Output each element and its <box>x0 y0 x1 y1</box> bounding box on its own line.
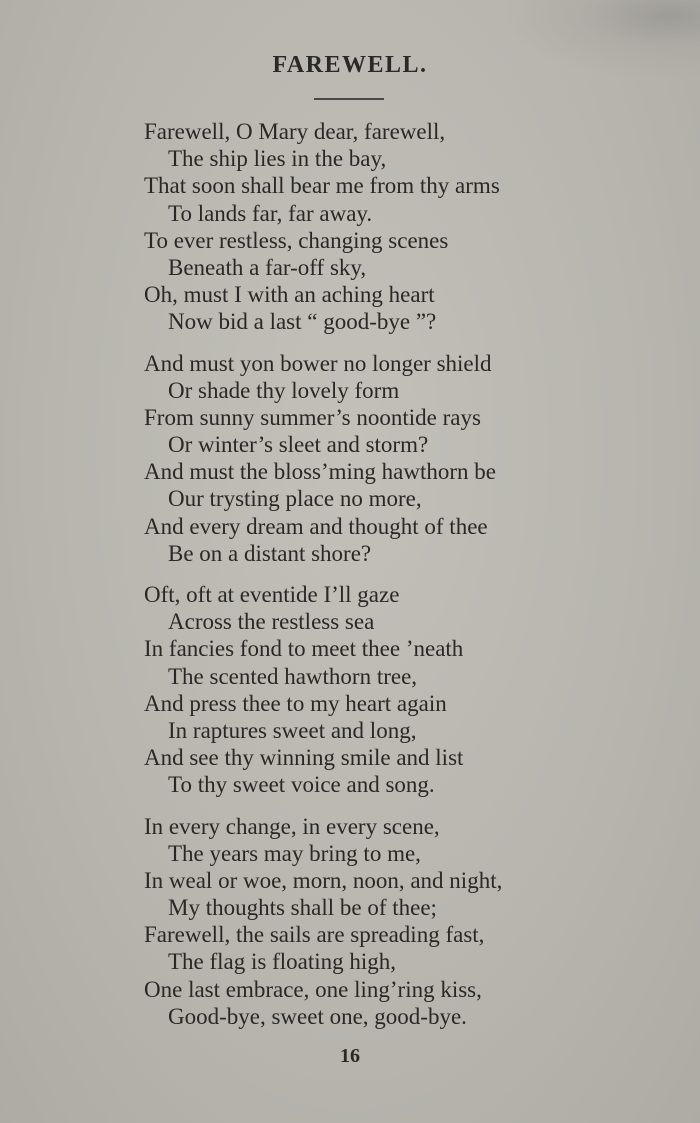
poem-line: Oh, must I with an aching heart <box>144 282 435 308</box>
poem-line: And see thy winning smile and list <box>144 745 464 771</box>
poem-line: One last embrace, one ling’ring kiss, <box>144 976 482 1002</box>
poem-line: And press thee to my heart again <box>144 690 447 716</box>
poem-line: Farewell, the sails are spreading fast, <box>144 922 485 948</box>
poem-line: Be on a distant shore? <box>168 540 372 566</box>
stanza <box>144 813 624 1031</box>
poem-line: Oft, oft at eventide I’ll gaze <box>144 582 400 607</box>
stanza <box>144 581 624 799</box>
poem-line: The ship lies in the bay, <box>168 146 387 172</box>
stanza <box>144 118 624 336</box>
poem-line: Beneath a far-off sky, <box>168 254 367 280</box>
poem-line: To thy sweet voice and song. <box>168 772 435 798</box>
poem-body <box>144 118 624 1030</box>
poem-line: The years may bring to me, <box>168 840 421 866</box>
poem-line: The flag is floating high, <box>168 949 397 975</box>
poem-line: From sunny summer’s noontide rays <box>144 404 481 430</box>
poem-line: Our trysting place no more, <box>168 486 422 512</box>
poem-line: That soon shall bear me from thy arms <box>144 173 500 199</box>
poem-line: Now bid a last “ good-bye ”? <box>168 309 437 335</box>
poem-line: In raptures sweet and long, <box>168 717 417 743</box>
poem-line: Across the restless sea <box>168 609 375 635</box>
poem-title: FAREWELL. <box>272 52 428 78</box>
poem-line: Or shade thy lovely form <box>168 377 400 403</box>
poem-line: My thoughts shall be of thee; <box>168 895 437 921</box>
poem-line: And must yon bower no longer shield <box>144 350 492 376</box>
poem-line: Farewell, O Mary dear, farewell, <box>144 119 446 144</box>
poem-line: In fancies fond to meet thee ’neath <box>144 636 464 662</box>
poem-line: In weal or woe, morn, noon, and night, <box>144 867 503 893</box>
poem-line: In every change, in every scene, <box>144 813 440 839</box>
stanza <box>144 350 624 568</box>
poem-line: To ever restless, changing scenes <box>144 227 449 253</box>
poem-line: Or winter’s sleet and storm? <box>168 432 429 458</box>
poem-line: And every dream and thought of thee <box>144 513 488 539</box>
poem-line: The scented hawthorn tree, <box>168 663 418 689</box>
page-number: 16 <box>340 1045 360 1067</box>
poem-line: Good-bye, sweet one, good-bye. <box>168 1003 467 1029</box>
title-underline <box>314 98 384 100</box>
poem-line: To lands far, far away. <box>168 200 373 226</box>
poem-line: And must the bloss’ming hawthorn be <box>144 459 496 485</box>
